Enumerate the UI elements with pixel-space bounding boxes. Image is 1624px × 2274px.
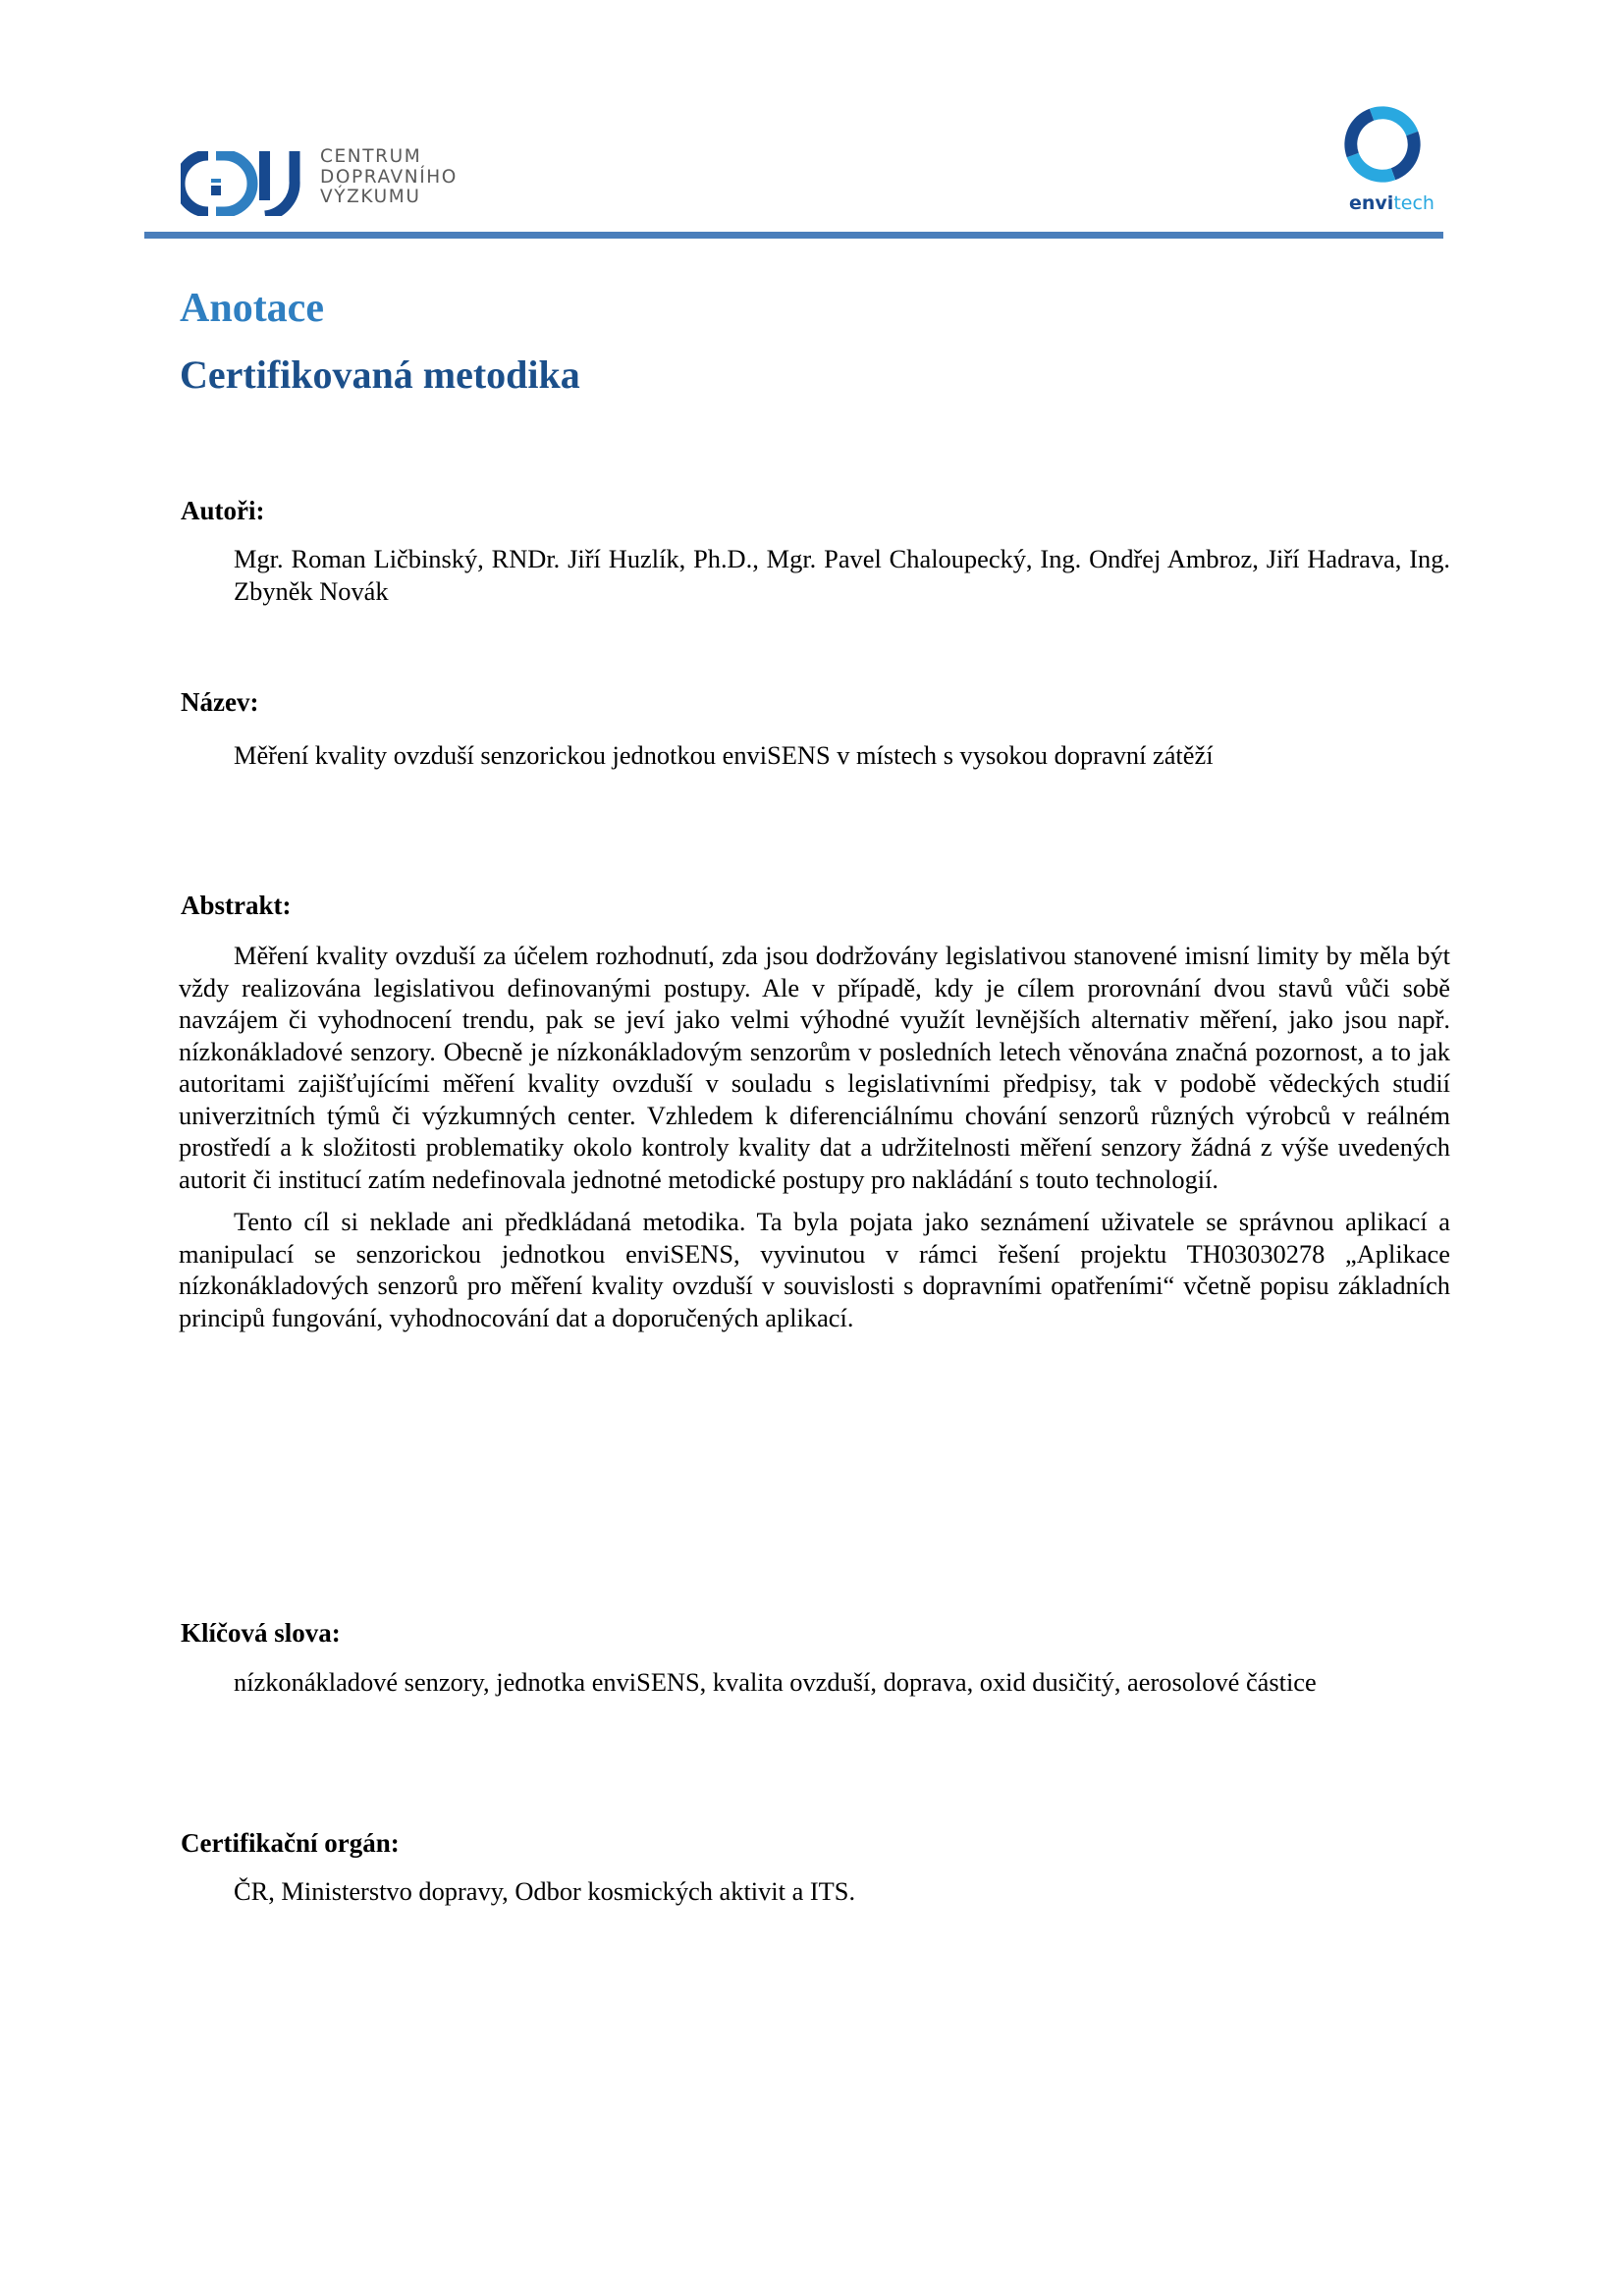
cdv-logo <box>181 147 495 226</box>
abstract-body <box>179 940 1450 1333</box>
cdv-logo-icon <box>181 151 308 216</box>
authors-label: Autoři: <box>181 496 265 525</box>
authors-text: Mgr. Roman Ličbinský, RNDr. Jiří Huzlík, Ph.D., Mgr. Pavel Chaloupecký, Ing. Ondřej Ambroz, Jiří Hadrava, Ing. Zbyněk Novák <box>234 544 1450 606</box>
name-label: Název: <box>181 687 259 717</box>
envitech-logo-text-bold: envi <box>1349 192 1394 214</box>
header-divider <box>144 232 1443 239</box>
name-text: Měření kvality ovzduší senzorickou jednotkou enviSENS v místech s vysokou dopravní zátěží <box>234 740 1214 770</box>
envitech-swirl-icon <box>1337 99 1428 190</box>
envitech-logo-text-light: tech <box>1393 192 1435 214</box>
cdv-logo-line: DOPRAVNÍHO <box>320 166 458 188</box>
certification-body-label: Certifikační orgán: <box>181 1828 400 1858</box>
page-title: Anotace <box>180 286 324 331</box>
page-header <box>0 0 1624 245</box>
abstract-label: Abstrakt: <box>181 891 292 920</box>
keywords-text: nízkonákladové senzory, jednotka enviSENS, kvalita ovzduší, doprava, oxid dusičitý, aerosolové částice <box>234 1667 1317 1697</box>
envitech-logo-text <box>1349 192 1435 214</box>
cdv-logo-line: VÝZKUMU <box>320 187 421 207</box>
certification-body-text: ČR, Ministerstvo dopravy, Odbor kosmických aktivit a ITS. <box>234 1876 856 1906</box>
abstract-paragraph: Tento cíl si neklade ani předkládaná metodika. Ta byla pojata jako seznámení uživatele se správnou aplikací a manipulací se senzorickou jednotkou enviSENS, vyvinutou v rámci řešení projektu TH03030278 „Aplikace nízkonákladových senzorů pro měření kvality ovzduší v souvislosti s dopravními opatřeními“ včetně popisu základních principů fungování, vyhodnocování dat a doporučených aplikací. <box>179 1207 1450 1332</box>
cdv-logo-line: CENTRUM <box>320 146 422 167</box>
page-subtitle: Certifikovaná metodika <box>180 352 580 397</box>
cdv-logo-text <box>320 147 458 208</box>
keywords-label: Klíčová slova: <box>181 1618 341 1648</box>
abstract-paragraph: Měření kvality ovzduší za účelem rozhodnutí, zda jsou dodržovány legislativou stanovené imisní limity by měla být vždy realizována legislativou definovanými postupy. Ale v případě, kdy je cílem prorovnání dvou stavů vůči sobě navzájem či vyhodnocení trendu, pak se jeví jako velmi výhodné využít levnějších alternativ měření, jako jsou např. nízkonákladové senzory. Obecně je nízkonákladovým senzorům v posledních letech věnována značná pozornost, a to jak autoritami zajišťujícími měření kvality ovzduší v souladu s legislativními předpisy, tak v podobě vědeckých studií univerzitních týmů či výzkumných center. Vzhledem k diferenciálnímu chování senzorů různých výrobců v reálném prostředí a k složitosti problematiky okolo kontroly kvality dat a udržitelnosti měření senzory žádná z výše uvedených autorit či institucí zatím nedefinovala jednotné metodické postupy pro nakládání s touto technologií. <box>179 941 1450 1194</box>
